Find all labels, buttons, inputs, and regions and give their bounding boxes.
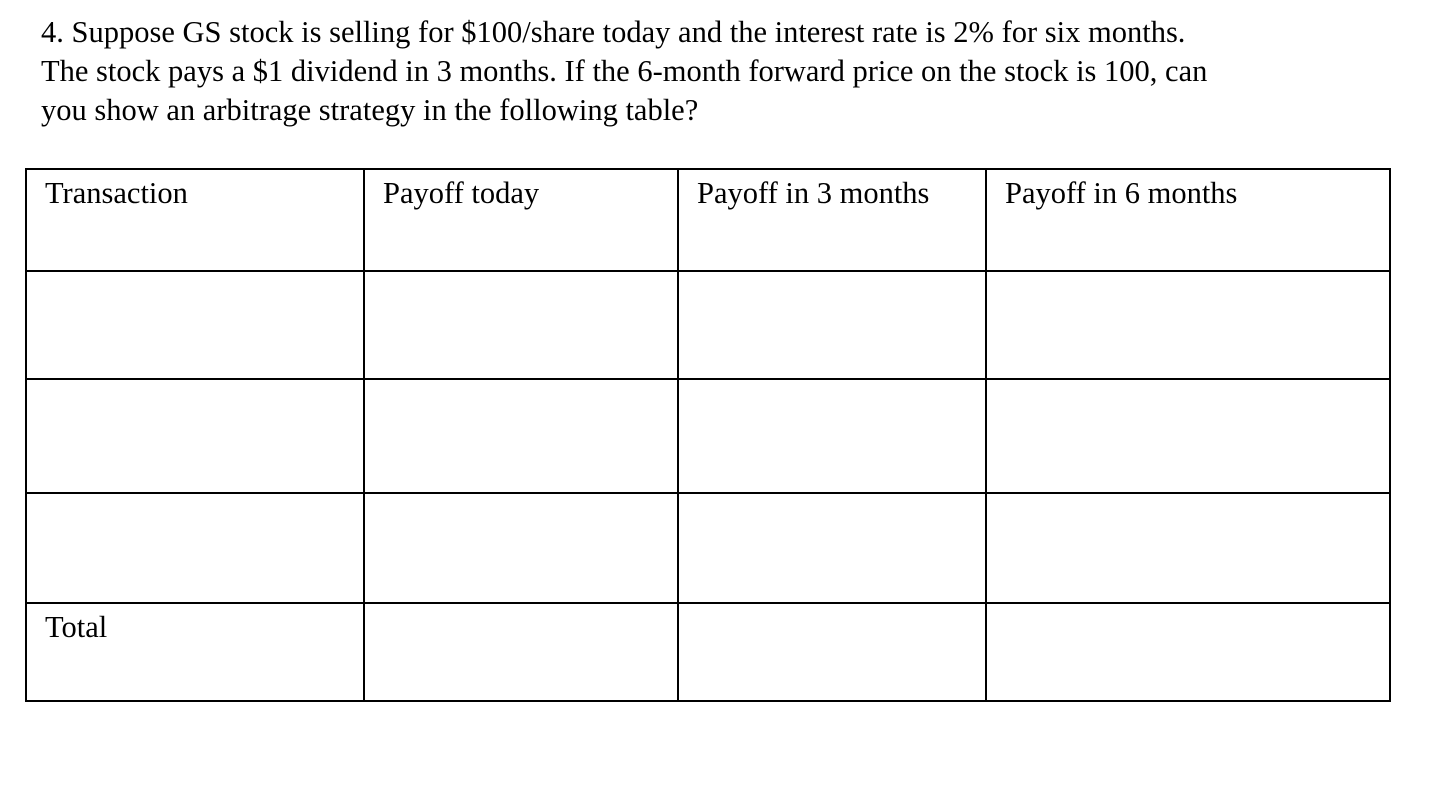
payoff-table	[25, 168, 1391, 702]
table-row	[26, 379, 1390, 493]
table-cell	[678, 603, 986, 701]
table-cell	[986, 379, 1390, 493]
table-cell	[986, 493, 1390, 603]
table-row	[26, 271, 1390, 379]
header-payoff-3-months: Payoff in 3 months	[678, 169, 986, 271]
total-row	[26, 603, 1390, 701]
header-transaction: Transaction	[26, 169, 364, 271]
total-label: Total	[26, 603, 364, 701]
question-line: 4. Suppose GS stock is selling for $100/share today and the interest rate is 2% for six months.	[41, 15, 1186, 49]
table-cell	[26, 379, 364, 493]
table-cell	[26, 271, 364, 379]
table-cell	[678, 493, 986, 603]
question-line: you show an arbitrage strategy in the following table?	[41, 93, 699, 127]
table-cell	[678, 379, 986, 493]
table-cell	[986, 603, 1390, 701]
header-payoff-today: Payoff today	[364, 169, 678, 271]
table-cell	[26, 493, 364, 603]
table-cell	[364, 603, 678, 701]
table-cell	[364, 493, 678, 603]
table-cell	[678, 271, 986, 379]
header-payoff-6-months: Payoff in 6 months	[986, 169, 1390, 271]
question-line: The stock pays a $1 dividend in 3 months. If the 6-month forward price on the stock is 100, can	[41, 54, 1208, 88]
table-cell	[364, 379, 678, 493]
table-row	[26, 493, 1390, 603]
table-cell	[986, 271, 1390, 379]
table-cell	[364, 271, 678, 379]
question-text	[41, 13, 1401, 130]
table-header-row	[26, 169, 1390, 271]
